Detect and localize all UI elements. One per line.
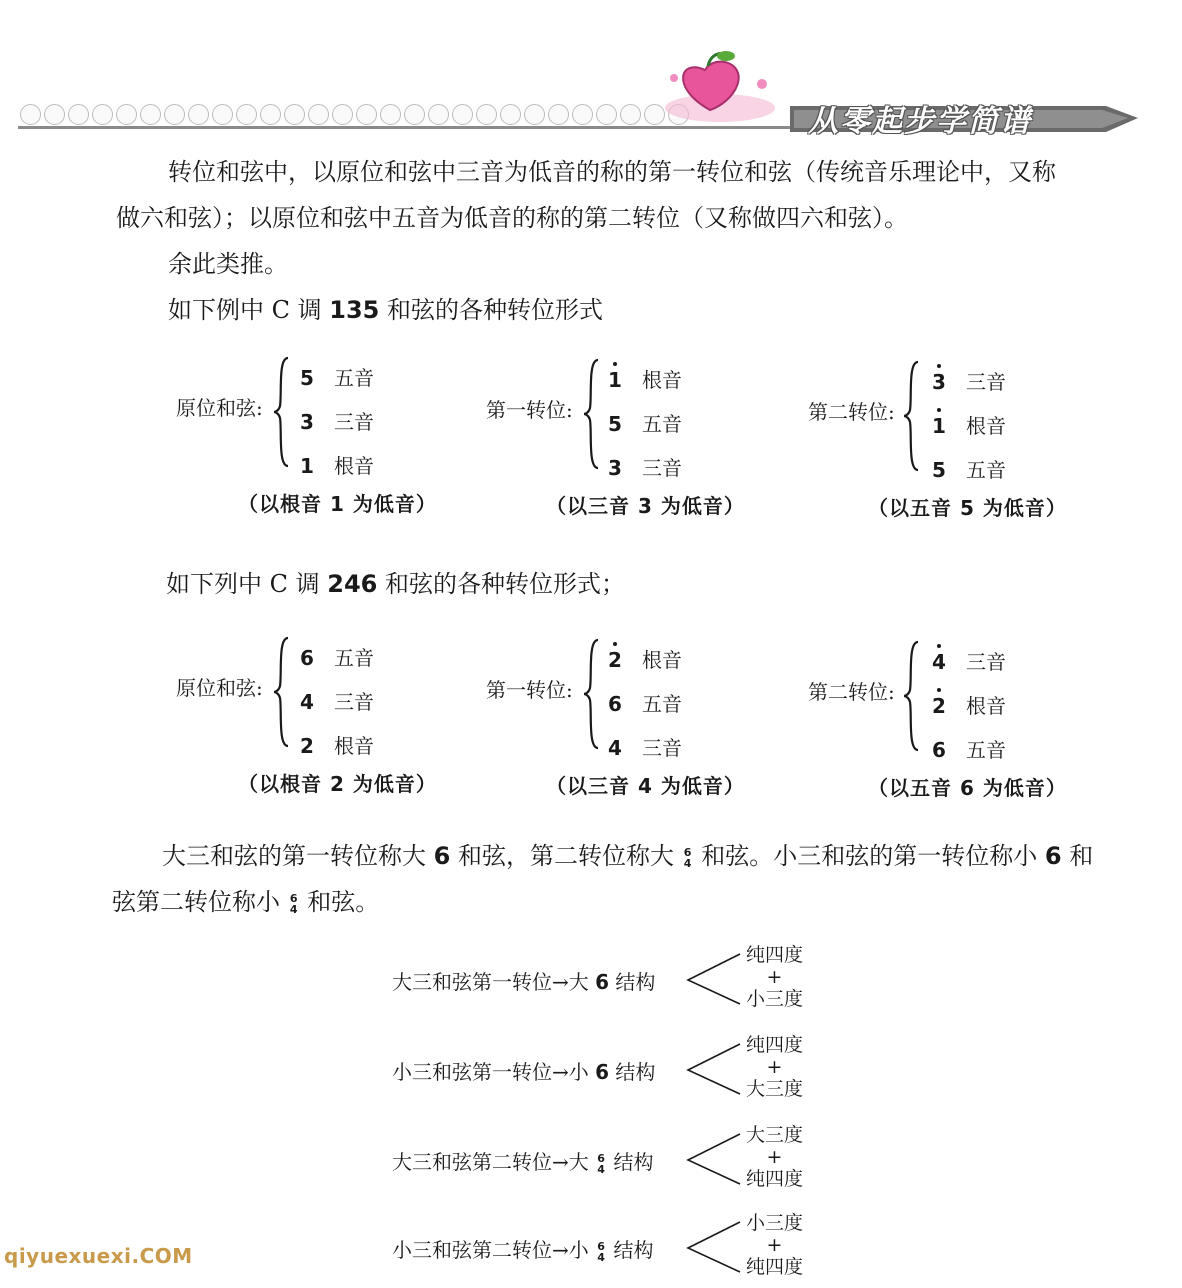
heart-icon <box>650 48 780 128</box>
watermark: qiyuexuexi.COM <box>4 1244 193 1268</box>
tone-label: 三音 <box>642 456 682 480</box>
note-row <box>930 454 1006 483</box>
paragraph-line: 做六和弦）；以原位和弦中五音为低音的称的第二转位（又称做四六和弦）。 <box>116 204 908 232</box>
tone-label: 三音 <box>966 650 1006 674</box>
tone-label: 三音 <box>966 370 1006 394</box>
note-number: 2 <box>300 734 314 758</box>
note-number: 4 <box>608 736 622 760</box>
note-number: 4 <box>300 690 314 714</box>
chord-caption: （以三音 3 为低音） <box>546 494 745 518</box>
fork-icon <box>684 1128 744 1188</box>
paragraph-line: 弦第二转位称小 6 4 和弦。 <box>112 888 380 916</box>
note-number: 3 <box>300 410 314 434</box>
fork-icon <box>684 948 744 1008</box>
paragraph-line: 转位和弦中，以原位和弦中三音为低音的称的第一转位和弦（传统音乐理论中，又称 <box>168 158 1056 186</box>
fraction-64: 6 4 <box>597 1239 605 1264</box>
chord-label: 第二转位: <box>808 400 895 424</box>
note-row <box>930 410 1006 439</box>
note-row <box>298 686 374 715</box>
chord-caption: （以五音 6 为低音） <box>868 776 1067 800</box>
note-row <box>298 642 374 671</box>
tone-label: 五音 <box>642 692 682 716</box>
tone-label: 三音 <box>642 736 682 760</box>
note-number: 6 <box>608 692 622 716</box>
note-row <box>606 364 682 393</box>
note-row <box>930 646 1006 675</box>
interval-stack: 纯四度 + 小三度 <box>746 944 804 1010</box>
note-number: 1 <box>300 454 314 478</box>
tone-label: 五音 <box>642 412 682 436</box>
note-number: 1 <box>606 368 624 392</box>
tone-label: 根音 <box>966 694 1006 718</box>
structure-label: 大三和弦第二转位→大 6 4 结构 <box>392 1150 654 1176</box>
note-row <box>606 688 682 717</box>
note-row <box>606 408 682 437</box>
interval-stack: 纯四度 + 大三度 <box>746 1034 804 1100</box>
tone-label: 根音 <box>334 454 374 478</box>
chord-label: 原位和弦: <box>176 676 263 700</box>
tone-label: 五音 <box>966 738 1006 762</box>
note-number: 6 <box>300 646 314 670</box>
chord-caption: （以根音 1 为低音） <box>238 492 437 516</box>
tone-label: 三音 <box>334 690 374 714</box>
fork-icon <box>684 1038 744 1098</box>
chord-label: 原位和弦: <box>176 396 263 420</box>
interval-stack: 大三度 + 纯四度 <box>746 1124 804 1190</box>
note-number: 4 <box>930 650 948 674</box>
note-row <box>606 732 682 761</box>
note-row <box>930 366 1006 395</box>
structure-label: 小三和弦第一转位→小 6 结构 <box>392 1060 656 1084</box>
note-number: 6 <box>932 738 946 762</box>
chord-caption: （以根音 2 为低音） <box>238 772 437 796</box>
header-title: 从零起步学简谱 <box>808 104 1032 139</box>
tone-label: 根音 <box>642 648 682 672</box>
note-row <box>930 690 1006 719</box>
brace-icon <box>274 636 292 748</box>
brace-icon <box>904 640 922 752</box>
note-number: 1 <box>930 414 948 438</box>
fraction-64: 6 4 <box>683 845 692 870</box>
note-row <box>298 730 374 759</box>
tone-label: 根音 <box>334 734 374 758</box>
chord-label: 第二转位: <box>808 680 895 704</box>
note-number: 3 <box>930 370 948 394</box>
brace-icon <box>584 358 602 470</box>
note-number: 2 <box>606 648 624 672</box>
tone-label: 五音 <box>334 366 374 390</box>
note-row <box>298 450 374 479</box>
example-intro-246: 如下列中 C 调 246 和弦的各种转位形式； <box>166 570 625 598</box>
fork-icon <box>684 1216 744 1276</box>
note-number: 5 <box>608 412 622 436</box>
brace-icon <box>274 356 292 468</box>
fraction-64: 6 4 <box>289 891 298 916</box>
note-row <box>606 452 682 481</box>
note-number: 2 <box>930 694 948 718</box>
note-row <box>298 362 374 391</box>
tone-label: 根音 <box>966 414 1006 438</box>
chord-caption: （以五音 5 为低音） <box>868 496 1067 520</box>
brace-icon <box>584 638 602 750</box>
interval-stack: 小三度 + 纯四度 <box>746 1212 804 1278</box>
brace-icon <box>904 360 922 472</box>
note-row <box>606 644 682 673</box>
note-row <box>930 734 1006 763</box>
fraction-64: 6 4 <box>597 1151 605 1176</box>
note-row <box>298 406 374 435</box>
tone-label: 五音 <box>966 458 1006 482</box>
note-number: 3 <box>608 456 622 480</box>
tone-label: 五音 <box>334 646 374 670</box>
chord-label: 第一转位: <box>486 398 573 422</box>
note-number: 5 <box>932 458 946 482</box>
example-intro-135: 如下例中 C 调 135 和弦的各种转位形式 <box>168 296 603 324</box>
note-number: 5 <box>300 366 314 390</box>
structure-label: 小三和弦第二转位→小 6 4 结构 <box>392 1238 654 1264</box>
structure-label: 大三和弦第一转位→大 6 结构 <box>392 970 656 994</box>
paragraph-line: 余此类推。 <box>168 250 288 278</box>
chord-caption: （以三音 4 为低音） <box>546 774 745 798</box>
tone-label: 三音 <box>334 410 374 434</box>
paragraph-line: 大三和弦的第一转位称大 6 和弦，第二转位称大 6 4 和弦。小三和弦的第一转位称小 6 和 <box>162 842 1094 870</box>
tone-label: 根音 <box>642 368 682 392</box>
chord-label: 第一转位: <box>486 678 573 702</box>
